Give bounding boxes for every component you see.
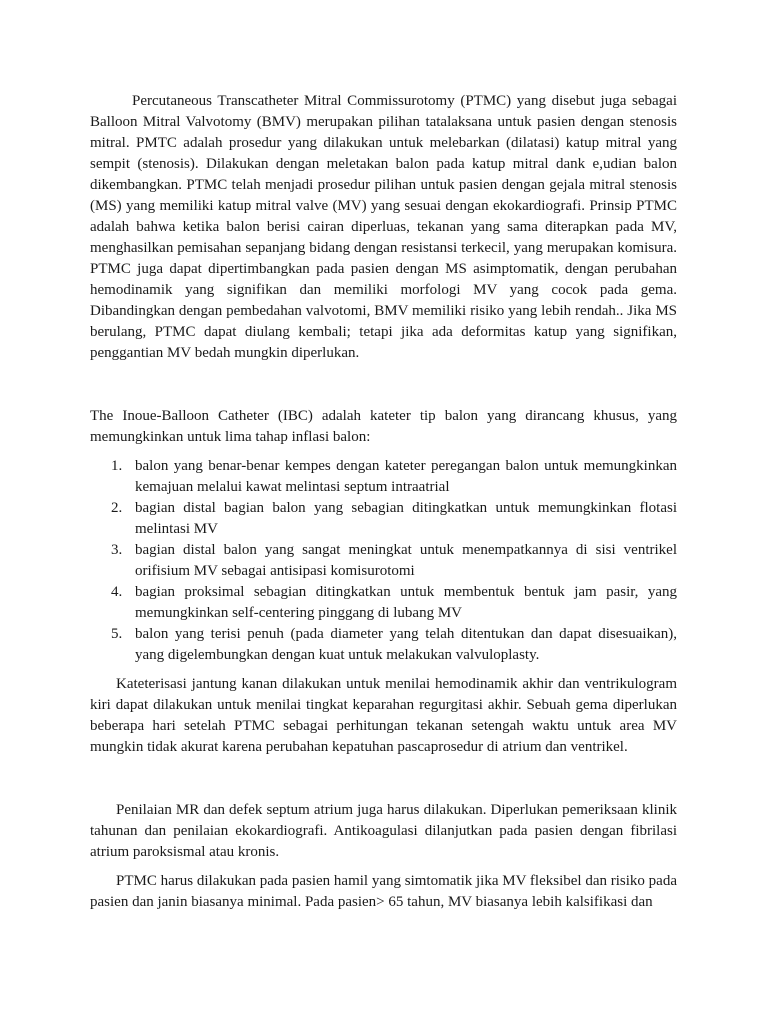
list-item-text: balon yang benar-benar kempes dengan kateter peregangan balon untuk memungkinkan kemajuan melalui kawat melintasi septum intraatrial — [135, 458, 677, 495]
list-item — [90, 624, 677, 666]
paragraph-gap — [90, 863, 677, 871]
list-item-text: balon yang terisi penuh (pada diameter yang telah ditentukan dan dapat disesuaikan), yang digelembungkan dengan kuat untuk melakukan valvuloplasty. — [135, 626, 677, 663]
paragraph-ibc-intro: The Inoue-Balloon Catheter (IBC) adalah kateter tip balon yang dirancang khusus, yang memungkinkan untuk lima tahap inflasi balon: — [90, 408, 677, 445]
paragraph-gap — [90, 666, 677, 674]
paragraph-gap — [90, 758, 677, 800]
list-item-number: 5. — [111, 626, 123, 642]
list-item — [90, 456, 677, 498]
document-body — [90, 91, 677, 913]
list-item-number: 3. — [111, 542, 123, 558]
list-item — [90, 540, 677, 582]
list-item-number: 4. — [111, 584, 123, 600]
paragraph-ptmc-intro: Percutaneous Transcatheter Mitral Commissurotomy (PTMC) yang disebut juga sebagai Balloon Mitral Valvotomy (BMV) merupakan pilihan tatalaksana untuk pasien dengan stenosis mitral. PMTC adalah prosedur yang dilakukan untuk melebarkan (dilatasi) katup mitral yang sempit (stenosis). Dilakukan dengan meletakan balon pada katup mitral dank e,udian balon dikembangkan. PTMC telah menjadi prosedur pilihan untuk pasien dengan gejala mitral stenosis (MS) yang memiliki katup mitral valve (MV) yang sesuai dengan ekokardiografi. Prinsip PTMC adalah bahwa ketika balon berisi cairan diperluas, tekanan yang sama diterapkan pada MV, menghasilkan pemisahan sepanjang bidang dengan resistansi terkecil, yang merupakan komisura. PTMC juga dapat dipertimbangkan pada pasien dengan MS asimptomatik, dengan perubahan hemodinamik yang signifikan dan memiliki morfologi MV yang cocok pada gema. Dibandingkan dengan pembedahan valvotomi, BMV memiliki risiko yang lebih rendah.. Jika MS berulang, PTMC dapat diulang kembali; tetapi jika ada deformitas katup yang signifikan, penggantian MV bedah mungkin diperlukan. — [90, 93, 677, 361]
paragraph-pregnancy: PTMC harus dilakukan pada pasien hamil yang simtomatik jika MV fleksibel dan risiko pada pasien dan janin biasanya minimal. Pada pasien> 65 tahun, MV biasanya lebih kalsifikasi dan — [90, 873, 677, 910]
list-item-text: bagian distal bagian balon yang sebagian ditingkatkan untuk memungkinkan flotasi melintasi MV — [135, 500, 677, 537]
list-item-number: 1. — [111, 458, 123, 474]
list-item-number: 2. — [111, 500, 123, 516]
paragraph-gap — [90, 448, 677, 456]
paragraph-catheterization: Kateterisasi jantung kanan dilakukan untuk menilai hemodinamik akhir dan ventrikulogram kiri dapat dilakukan untuk menilai tingkat keparahan regurgitasi akhir. Sebuah gema diperlukan beberapa hari setelah PTMC sebagai perhitungan tekanan setengah waktu untuk area MV mungkin tidak akurat karena perubahan kepatuhan pascaprosedur di atrium dan ventrikel. — [90, 676, 677, 755]
list-item — [90, 582, 677, 624]
list-item-text: bagian distal balon yang sangat meningkat untuk menempatkannya di sisi ventrikel orifisium MV sebagai antisipasi komisurotomi — [135, 542, 677, 579]
paragraph-gap — [90, 364, 677, 406]
list-item-text: bagian proksimal sebagian ditingkatkan untuk membentuk bentuk jam pasir, yang memungkinkan self-centering pinggang di lubang MV — [135, 584, 677, 621]
inflation-stages-list — [90, 456, 677, 666]
paragraph-mr-assessment: Penilaian MR dan defek septum atrium juga harus dilakukan. Diperlukan pemeriksaan klinik tahunan dan penilaian ekokardiografi. Antikoagulasi dilanjutkan pada pasien dengan fibrilasi atrium paroksismal atau kronis. — [90, 802, 677, 860]
list-item — [90, 498, 677, 540]
